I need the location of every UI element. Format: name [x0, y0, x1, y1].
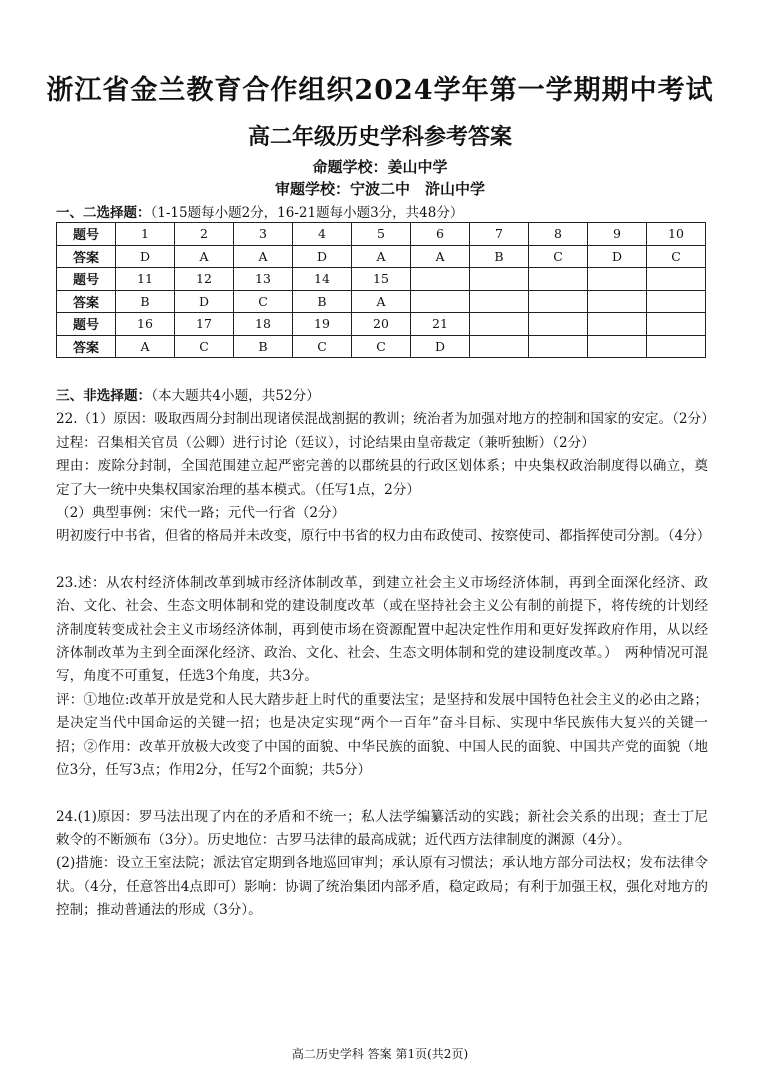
q22-part1: 22.（1）原因：吸取西周分封制出现诸侯混战割据的教训；统治者为加强对地方的控制和国家的安定。（2分）过程：召集相关官员（公卿）进行讨论（廷议），讨论结果由皇帝裁定（兼听独断）（2分） — [56, 411, 708, 451]
table-cell: C — [352, 335, 411, 358]
table-cell: D — [588, 245, 647, 268]
table-cell: D — [293, 245, 352, 268]
row-label: 题号 — [57, 268, 116, 291]
table-cell: A — [411, 245, 470, 268]
table-cell: 13 — [234, 268, 293, 291]
table-cell: 15 — [352, 268, 411, 291]
table-cell: 21 — [411, 313, 470, 336]
table-cell: 6 — [411, 223, 470, 246]
table-cell — [470, 268, 529, 291]
table-cell: 2 — [175, 223, 234, 246]
q23-evaluate: 评：①地位:改革开放是党和人民大踏步赶上时代的重要法宝；是坚持和发展中国特色社会主义的必由之路；是决定当代中国命运的关键一招；也是决定实现“两个一百年”奋斗目标、实现中华民族伟大复兴的关键一招；②作用：改革开放极大改变了中国的面貌、中华民族的面貌、中国人民的面貌、中国共产党的面貌（地位3分，任写3点；作用2分，任写2个面貌；共5分） — [56, 691, 708, 779]
table-cell: 3 — [234, 223, 293, 246]
q22-part2: （2）典型事例：宋代一路；元代一行省（2分） — [56, 505, 346, 522]
table-cell: C — [293, 335, 352, 358]
table-row — [57, 223, 706, 246]
table-row — [57, 245, 706, 268]
table-cell — [470, 290, 529, 313]
table-cell: 17 — [175, 313, 234, 336]
table-cell: B — [234, 335, 293, 358]
table-cell — [529, 313, 588, 336]
table-cell: C — [647, 245, 706, 268]
table-cell — [470, 335, 529, 358]
table-cell: D — [116, 245, 175, 268]
table-row — [57, 313, 706, 336]
exam-subtitle: 高二年级历史学科参考答案 — [247, 124, 512, 150]
free-response-section — [56, 385, 711, 923]
page-footer: 高二历史学科 答案 第1页(共2页) — [291, 1047, 469, 1061]
section-free-heading — [56, 385, 708, 408]
table-row — [57, 290, 706, 313]
table-cell: A — [116, 335, 175, 358]
q23-describe: 23.述：从农村经济体制改革到城市经济体制改革，到建立社会主义市场经济体制，再到全面深化经济、政治、文化、社会、生态文明体制和党的建设制度改革（或在坚持社会主义公有制的前提下，将传统的计划经济制度转变成社会主义市场经济体制，再到使市场在资源配置中起决定性作用和更好发挥政府作用，从以经济体制改革为主到全面深化经济、政治、文化、社会、生态文明体制和党的建设制度改革。） 两种情况可混写，角度不可重复，任选3个角度，共3分。 — [56, 574, 708, 685]
table-cell — [647, 313, 706, 336]
q22-ming: 明初废行中书省，但省的格局并未改变，原行中书省的权力由布政使司、按察使司、都指挥使司分割。（4分） — [56, 528, 711, 545]
table-cell: A — [234, 245, 293, 268]
answer-table — [56, 222, 706, 358]
table-row — [57, 268, 706, 291]
row-label: 题号 — [57, 313, 116, 336]
table-cell — [647, 268, 706, 291]
table-cell: 7 — [470, 223, 529, 246]
proposing-school: 命题学校：姜山中学 — [312, 158, 448, 176]
q22-reason: 理由：废除分封制，全国范围建立起严密完善的以郡统县的行政区划体系；中央集权政治制度得以确立，奠定了大一统中央集权国家治理的基本模式。（任写1点，2分） — [56, 458, 708, 498]
table-cell — [470, 313, 529, 336]
table-cell: 9 — [588, 223, 647, 246]
table-cell — [411, 290, 470, 313]
table-cell: B — [293, 290, 352, 313]
reviewing-school: 审题学校：宁波二中 浒山中学 — [274, 180, 485, 198]
table-cell: A — [352, 245, 411, 268]
table-cell: A — [175, 245, 234, 268]
row-label: 答案 — [57, 335, 116, 358]
table-cell — [647, 290, 706, 313]
table-cell: 14 — [293, 268, 352, 291]
section-choice-heading — [56, 201, 463, 221]
table-cell: 10 — [647, 223, 706, 246]
exam-title: 浙江省金兰教育合作组织2024学年第一学期期中考试 — [46, 75, 714, 106]
table-cell: 1 — [116, 223, 175, 246]
table-row — [57, 335, 706, 358]
section-choice-note: （1-15题每小题2分，16-21题每小题3分，共48分） — [150, 205, 464, 221]
table-cell — [529, 268, 588, 291]
table-cell — [647, 335, 706, 358]
table-cell — [529, 290, 588, 313]
table-cell: 4 — [293, 223, 352, 246]
table-cell — [588, 268, 647, 291]
q24-part2: (2)措施：设立王室法院；派法官定期到各地巡回审判；承认原有习惯法；承认地方部分司法权；发布法律令状。（4分，任意答出4点即可）影响：协调了统治集团内部矛盾，稳定政局；有利于加强王权，强化对地方的控制；推动普通法的形成（3分）。 — [56, 855, 708, 919]
table-cell: 19 — [293, 313, 352, 336]
table-cell: 18 — [234, 313, 293, 336]
table-cell: C — [175, 335, 234, 358]
table-cell: C — [529, 245, 588, 268]
section-choice-title: 一、二选择题： — [56, 205, 151, 221]
section-free-note: （本大题共4小题，共52分） — [151, 388, 320, 404]
table-cell — [588, 335, 647, 358]
table-cell: 16 — [116, 313, 175, 336]
table-cell — [411, 268, 470, 291]
table-cell — [529, 335, 588, 358]
table-cell: D — [175, 290, 234, 313]
row-label: 题号 — [57, 223, 116, 246]
table-cell: 20 — [352, 313, 411, 336]
table-cell: 11 — [116, 268, 175, 291]
table-cell: B — [470, 245, 529, 268]
table-cell: B — [116, 290, 175, 313]
table-cell: D — [411, 335, 470, 358]
table-cell: C — [234, 290, 293, 313]
table-cell — [588, 313, 647, 336]
section-free-title: 三、非选择题： — [56, 388, 152, 404]
table-cell: 5 — [352, 223, 411, 246]
table-cell — [588, 290, 647, 313]
table-cell: 8 — [529, 223, 588, 246]
row-label: 答案 — [57, 290, 116, 313]
row-label: 答案 — [57, 245, 116, 268]
table-cell: A — [352, 290, 411, 313]
table-cell: 12 — [175, 268, 234, 291]
q24-part1: 24.(1)原因：罗马法出现了内在的矛盾和不统一；私人法学编纂活动的实践；新社会关系的出现；查士丁尼敕令的不断颁布（3分）。历史地位：古罗马法律的最高成就；近代西方法律制度的渊源（4分）。 — [56, 808, 708, 848]
